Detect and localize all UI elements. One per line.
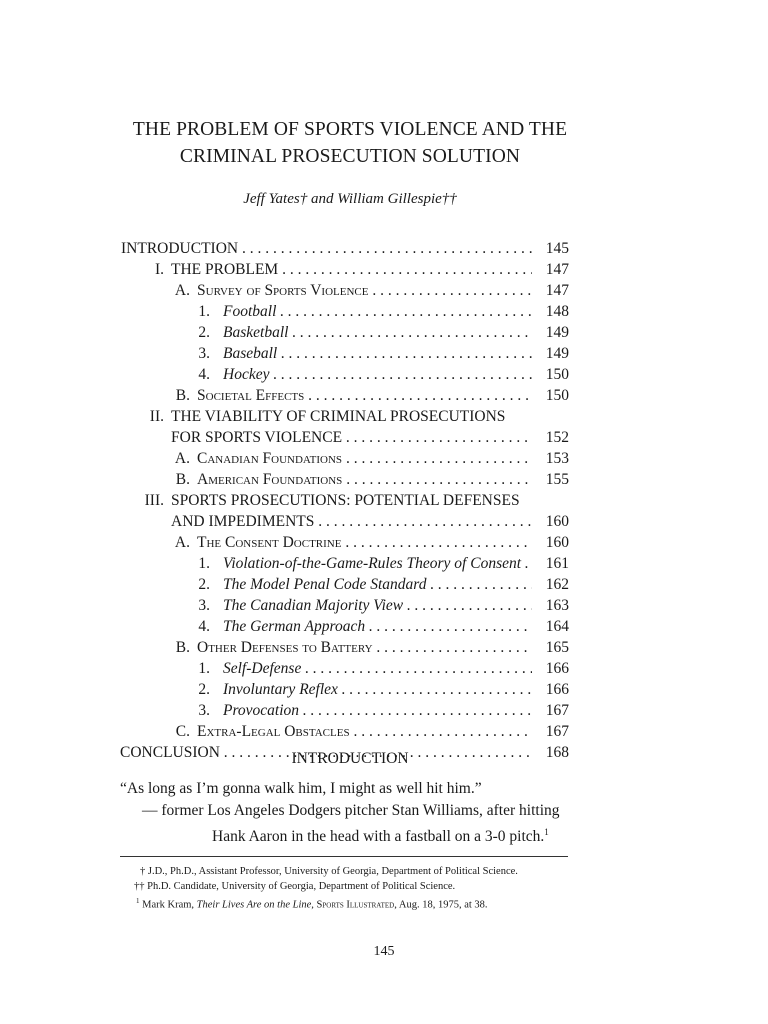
toc-entry-number: B. <box>175 471 190 488</box>
toc-entry-text: Football . . . <box>223 302 532 322</box>
toc-entry-page: 155 <box>545 471 569 488</box>
footnote-1 <box>120 864 568 879</box>
toc-entry-number: 2. <box>198 324 210 341</box>
toc-entry-american-foundations <box>0 470 768 490</box>
footnote-2 <box>120 879 568 894</box>
page-number: 145 <box>373 944 395 959</box>
toc-entry-page: 161 <box>545 555 569 572</box>
toc-entry-text: The German Approach . . . <box>223 617 532 637</box>
toc-entry-involuntary-reflex <box>0 680 768 700</box>
toc-entry-number: B. <box>175 639 190 656</box>
toc-entry-page: 149 <box>545 324 569 341</box>
toc-entry-self-defense <box>0 659 768 679</box>
toc-entry-text: Self-Defense . . . <box>223 659 532 679</box>
toc-entry-number: 3. <box>198 702 210 719</box>
epigraph-attribution-cont <box>212 822 549 847</box>
toc-entry-page: 147 <box>545 282 569 299</box>
section-heading: INTRODUCTION <box>291 750 409 767</box>
toc-entry-text: Violation-of-the-Game-Rules Theory of Consent . . . <box>223 554 532 574</box>
toc-entry-text: Baseball . . . <box>223 344 532 364</box>
toc-entry-game-rules-theory <box>0 554 768 574</box>
epigraph-attribution-text: Hank Aaron in the head with a fastball on a 3-0 pitch. <box>212 828 545 846</box>
toc-entry-text: The Consent Doctrine . . . <box>197 533 532 553</box>
toc-entry-number: 3. <box>198 597 210 614</box>
toc-entry-page: 148 <box>545 303 569 320</box>
toc-entry-basketball <box>0 323 768 343</box>
toc-entry-page: 166 <box>545 681 569 698</box>
toc-entry-consent-doctrine <box>0 533 768 553</box>
toc-entry-text: SPORTS PROSECUTIONS: POTENTIAL DEFENSES <box>171 492 520 509</box>
toc-entry-baseball <box>0 344 768 364</box>
toc-entry-number: A. <box>174 534 190 551</box>
toc-entry-canadian-foundations <box>0 449 768 469</box>
footnote-mark: † <box>140 866 146 877</box>
toc-entry-introduction <box>0 239 768 259</box>
toc-entry-number: 1. <box>198 303 210 320</box>
footnote-work-title: Their Lives Are on the Line, <box>196 899 314 911</box>
toc-entry-hockey <box>0 365 768 385</box>
toc-entry-page: 166 <box>545 660 569 677</box>
toc-entry-other-defenses <box>0 638 768 658</box>
toc-entry-page: 153 <box>545 450 569 467</box>
toc-entry-text: Other Defenses to Battery . . . <box>197 638 532 658</box>
toc-entry-german-approach <box>0 617 768 637</box>
toc-entry-page: 165 <box>545 639 569 656</box>
toc-entry-text: INTRODUCTION . . . <box>121 239 532 259</box>
toc-entry-number: 2. <box>198 681 210 698</box>
toc-entry-number: 3. <box>198 345 210 362</box>
toc-entry-provocation <box>0 701 768 721</box>
toc-entry-text: CONCLUSION . . . <box>120 743 532 763</box>
toc-entry-the-problem <box>0 260 768 280</box>
toc-entry-number: 1. <box>198 555 210 572</box>
toc-entry-page: 145 <box>545 240 569 257</box>
toc-entry-text: The Model Penal Code Standard . . . <box>223 575 532 595</box>
footnote-ref: 1 <box>544 827 549 837</box>
toc-entry-number: 4. <box>198 366 210 383</box>
toc-entry-number: II. <box>149 408 164 425</box>
toc-entry-text: FOR SPORTS VIOLENCE . . . <box>171 428 532 448</box>
toc-entry-number: III. <box>144 492 164 509</box>
footnotes <box>120 864 568 913</box>
toc-entry-page: 162 <box>545 576 569 593</box>
toc-entry-text: Survey of Sports Violence . . . <box>197 281 532 301</box>
footnote-author: Mark Kram, <box>142 899 195 911</box>
toc-entry-text: Extra-Legal Obstacles . . . <box>197 722 532 742</box>
footnote-journal: Sports Illustrated, <box>316 899 397 911</box>
toc-entry-page: 147 <box>545 261 569 278</box>
toc-entry-societal-effects <box>0 386 768 406</box>
toc-entry-model-penal-code <box>0 575 768 595</box>
toc-entry-text: THE VIABILITY OF CRIMINAL PROSECUTIONS <box>171 408 506 425</box>
footnote-text: J.D., Ph.D., Assistant Professor, University of Georgia, Department of Political Science. <box>147 866 518 877</box>
toc-entry-page: 163 <box>545 597 569 614</box>
toc-entry-sports-prosecutions <box>0 491 768 511</box>
epigraph-attribution: — former Los Angeles Dodgers pitcher Stan Williams, after hitting <box>142 802 560 819</box>
toc-entry-page: 160 <box>545 513 569 530</box>
toc-entry-text: Provocation . . . <box>223 701 532 721</box>
footnote-mark: †† <box>134 881 145 892</box>
article-title <box>100 116 600 170</box>
toc-entry-number: A. <box>174 450 190 467</box>
toc-entry-page: 150 <box>545 366 569 383</box>
toc-entry-viability-cont <box>0 428 768 448</box>
toc-entry-text: AND IMPEDIMENTS . . . <box>171 512 532 532</box>
toc-entry-viability <box>0 407 768 427</box>
toc-entry-sports-prosecutions-cont <box>0 512 768 532</box>
toc-entry-page: 150 <box>545 387 569 404</box>
toc-entry-extra-legal <box>0 722 768 742</box>
footnote-3 <box>120 894 568 913</box>
footnote-text: Ph.D. Candidate, University of Georgia, Department of Political Science. <box>147 881 456 892</box>
toc-entry-text: Hockey . . . <box>223 365 532 385</box>
toc-entry-number: 2. <box>198 576 210 593</box>
toc-entry-text: American Foundations . . . <box>197 470 532 490</box>
toc-entry-number: B. <box>175 387 190 404</box>
toc-entry-canadian-majority <box>0 596 768 616</box>
author-line: Jeff Yates† and William Gillespie†† <box>243 191 457 207</box>
toc-entry-page: 167 <box>545 702 569 719</box>
toc-entry-number: A. <box>174 282 190 299</box>
toc-entry-page: 160 <box>545 534 569 551</box>
toc-entry-number: 1. <box>198 660 210 677</box>
toc-entry-number: C. <box>175 723 190 740</box>
footnote-mark: 1 <box>136 897 140 905</box>
toc-entry-text: Canadian Foundations . . . <box>197 449 532 469</box>
footnote-divider <box>120 856 568 857</box>
toc-entry-page: 149 <box>545 345 569 362</box>
article-title-line-1: THE PROBLEM OF SPORTS VIOLENCE AND THE <box>132 119 568 140</box>
toc-entry-page: 164 <box>545 618 569 635</box>
toc-entry-page: 152 <box>545 429 569 446</box>
toc-entry-text: The Canadian Majority View . . . <box>223 596 532 616</box>
toc-entry-text: Societal Effects . . . <box>197 386 532 406</box>
footnote-citation: Aug. 18, 1975, at 38. <box>398 899 488 911</box>
toc-entry-page: 168 <box>545 744 569 761</box>
toc-entry-football <box>0 302 768 322</box>
toc-entry-survey <box>0 281 768 301</box>
toc-entry-number: 4. <box>198 618 210 635</box>
article-title-line-2: CRIMINAL PROSECUTION SOLUTION <box>179 146 521 167</box>
toc-entry-text: THE PROBLEM . . . <box>171 260 532 280</box>
toc-entry-page: 167 <box>545 723 569 740</box>
epigraph-quote: “As long as I’m gonna walk him, I might as well hit him.” <box>120 780 482 797</box>
toc-entry-text: Basketball . . . <box>223 323 532 343</box>
toc-entry-number: I. <box>154 261 164 278</box>
toc-entry-text: Involuntary Reflex . . . <box>223 680 532 700</box>
